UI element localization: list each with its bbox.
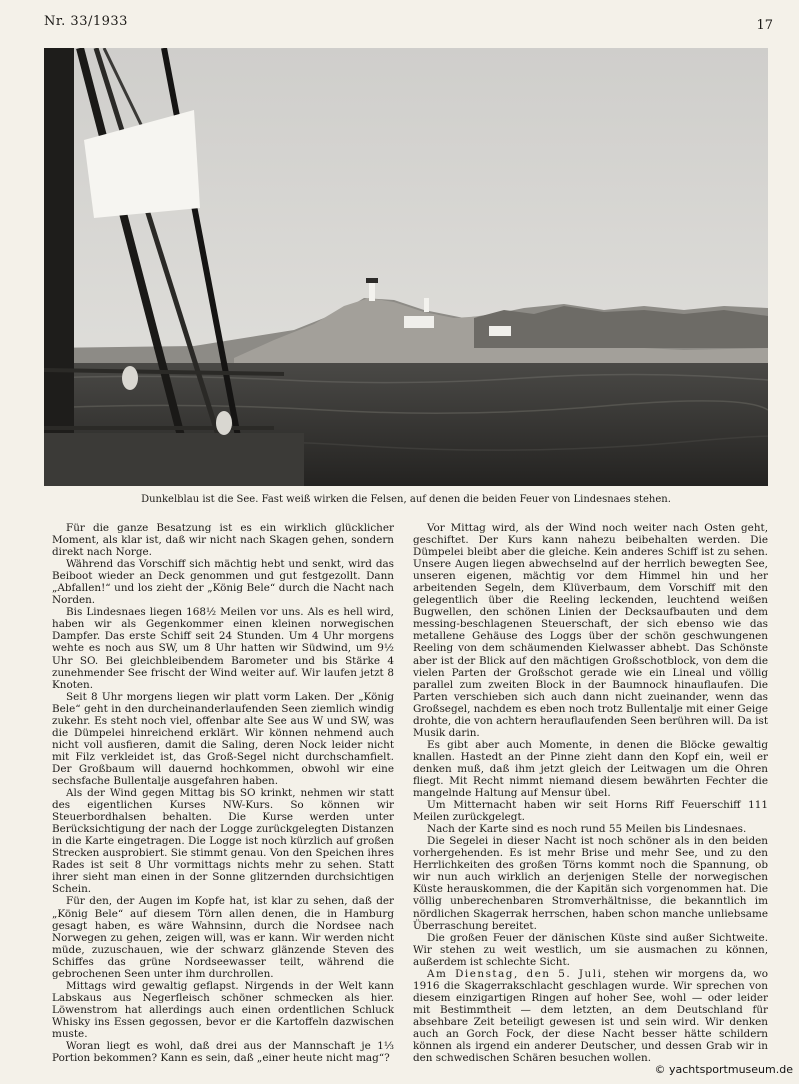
keeper-house bbox=[404, 316, 434, 328]
lighthouse-2 bbox=[424, 298, 429, 312]
paragraph: Vor Mittag wird, als der Wind noch weiter nach Osten geht, geschiftet. Der Kurs kann nahezu beibehalten werden. Die Dümpelei bleibt aber die gleiche. Kein anderes Schiff ist zu sehen. Unsere Augen liegen abwechselnd auf der herrlich bewegten See, unseren eigenen, mächtig vor dem Himmel hin und her arbeitenden Segeln, dem Klüverbaum, dem Vorschiff mit den gelegentlich über die Reeling leckenden, leuchtend weißen Bugwellen, den schönen Linien der Decksaufbauten und dem messing-beschlagenen Steuerschaft, der sich ebenso wie das metallene Gehäuse des Loggs über der schön geschwungenen Reeling von dem schäumenden Kielwasser abhebt. Das Schönste aber ist der Blick auf den mächtigen Großschotblock, von dem die vielen Parten der Großschot gerade wie ein Lineal und völlig parallel zum zweiten Block in der Baumnock hinauflaufen. Die Parten verschieben sich auch dann nicht zueinander, wenn das Großsegel, nachdem es eben noch trotz Bullentalje mit einer Geige drohte, die von achtern herauflaufenden Seen berühren will. Da ist Musik darin. bbox=[413, 522, 768, 739]
paragraph: Um Mitternacht haben wir seit Horns Riff Feuerschiff 111 Meilen zurückgelegt. bbox=[413, 799, 768, 824]
paragraph: Woran liegt es wohl, daß drei aus der Mannschaft je 1⅓ Portion bekommen? Kann es sein, daß „einer heute nicht mag“? bbox=[52, 1040, 394, 1065]
paragraph: Als der Wind gegen Mittag bis SO krinkt, nehmen wir statt des eigentlichen Kurses NW-Kurs. So können wir Steuerbordhalsen behalten. Die Kurse werden unter Berücksichtigung der nach der Logge zurückgelegten Distanzen in die Karte eingetragen. Die Logge ist noch kürzlich auf großen Strecken ausprobiert. Sie stimmt genau. Von den Speichen ihres Rades ist seit 8 Uhr vormittags nichts mehr zu sehen. Statt ihrer sieht man einen in der Sonne glitzernden durchsichtigen Schein. bbox=[52, 787, 394, 896]
white-house bbox=[489, 326, 511, 336]
paragraph: Für die ganze Besatzung ist es ein wirklich glücklicher Moment, als klar ist, daß wir nicht nach Skagen gehen, sondern direkt nach Norge. bbox=[52, 522, 394, 559]
lighthouse-1-lamp bbox=[366, 278, 378, 283]
paragraph: Während das Vorschiff sich mächtig hebt und senkt, wird das Beiboot wieder an Deck genommen und gut festgezollt. Dann „Abfallen!“ und los zieht der „König Bele“ durch die Nacht nach Norden. bbox=[52, 558, 394, 607]
paragraph: Für den, der Augen im Kopfe hat, ist klar zu sehen, daß der „König Bele“ auf diesem Törn allen denen, die in Hamburg gesagt haben, es wäre Wahnsinn, durch die Nordsee nach Norwegen zu gehen, zeigen will, was er kann. Wir werden nicht müde, zuzuschauen, wie der schwarz glänzende Steven des Schiffes das grüne Nordseewasser teilt, während die gebrochenen Seen unter ihm durchrollen. bbox=[52, 895, 394, 980]
final-text: stehen wir morgens da, wo 1916 die Skagerrakschlacht geschlagen wurde. Wir sprechen von diesem einzigartigen Ringen auf hoher See, wohl — oder leider mit Bestimmtheit — dem letzten, an dem Deutschland für absehbare Zeit beteiligt gewesen ist und sein wird. Wir denken auch an Gorch Fock, der diese Nacht besser hätte schildern können als irgend ein anderer Deutscher, und dessen Grab wir in den schwedischen Schären besuchen wollen. bbox=[413, 967, 768, 1065]
paragraph: Mittags wird gewaltig geflapst. Nirgends in der Welt kann Labskaus aus Negerfleisch schöner schmecken als hier. Löwenstrom hat allerdings auch einen ordentlichen Schluck Whisky ins Essen gegossen, bevor er die Kartoffeln dazwischen muste. bbox=[52, 979, 394, 1040]
paragraph: Es gibt aber auch Momente, in denen die Blöcke gewaltig knallen. Hastedt an der Pinne zieht dann den Kopf ein, weil er denken muß, daß ihm jetzt gleich der Leitwagen um die Ohren fliegt. Mit Recht nimmt niemand diesem bewährten Fechter die mangelnde Haltung auf Mensur übel. bbox=[413, 738, 768, 800]
paragraph: Bis Lindesnaes liegen 168½ Meilen vor uns. Als es hell wird, haben wir als Gegenkommer einen kleinen norwegischen Dampfer. Das erste Schiff seit 24 Stunden. Um 4 Uhr morgens wehte es noch aus SW, um 8 Uhr hatten wir Südwind, um 9½ Uhr SO. Bei gleichbleibendem Barometer und bis Stärke 4 zunehmender See frischt der Wind weiter auf. Wir laufen jetzt 8 Knoten. bbox=[52, 606, 394, 691]
deck bbox=[44, 433, 304, 486]
lighthouse-1 bbox=[369, 281, 375, 301]
date-spaced: Am Dienstag, den 5. Juli, bbox=[427, 967, 608, 980]
watermark: © yachtsportmuseum.de bbox=[654, 1063, 793, 1076]
left-column bbox=[52, 522, 394, 1064]
page-number: 17 bbox=[756, 18, 773, 33]
mast bbox=[44, 48, 74, 486]
paragraph: Nach der Karte sind es noch rund 55 Meilen bis Lindesnaes. bbox=[427, 823, 747, 836]
paragraph: Die großen Feuer der dänischen Küste sind außer Sichtweite. Wir stehen zu weit westlich, um sie ausmachen zu können, außerdem ist schlechte Sicht. bbox=[413, 931, 768, 968]
right-column bbox=[413, 522, 768, 1064]
photo-caption: Dunkelblau ist die See. Fast weiß wirken die Felsen, auf denen die beiden Feuer von Lindesnaes stehen. bbox=[141, 494, 671, 505]
paragraph-final bbox=[413, 968, 768, 1064]
paragraph: Seit 8 Uhr morgens liegen wir platt vorm Laken. Der „König Bele“ geht in den durcheinanderlaufenden Seen ziemlich windig zukehr. Es steht noch viel, offenbar alte See aus W und SW, was die Dümpelei hinreichend erklärt. Wir können nehmend auch nicht voll ausfieren, damit die Saling, deren Nock leider nicht mit Filz verkleidet ist, das Groß-Segel nicht durchschamfielt. Der Großbaum will dauernd hochkommen, obwohl wir eine sechsfache Bullentalje ausgefahren haben. bbox=[52, 690, 394, 787]
sailing-photo bbox=[44, 48, 768, 486]
issue-number: Nr. 33/1933 bbox=[44, 14, 128, 29]
island-shadow bbox=[474, 306, 768, 348]
paragraph: Die Segelei in dieser Nacht ist noch schöner als in den beiden vorhergehenden. Es ist mehr Brise und mehr See, und zu den Herrlichkeiten des großen Törns kommt noch die Spannung, ob wir nun auch wirklich an derjenigen Stelle der norwegischen Küste herauskommen, die der Kapitän sich vorgenommen hat. Die völlig unberechenbaren Stromverhältnisse, die bekanntlich im nördlichen Skagerrak herrschen, haben schon manche unliebsame Überraschung bereitet. bbox=[413, 835, 768, 932]
